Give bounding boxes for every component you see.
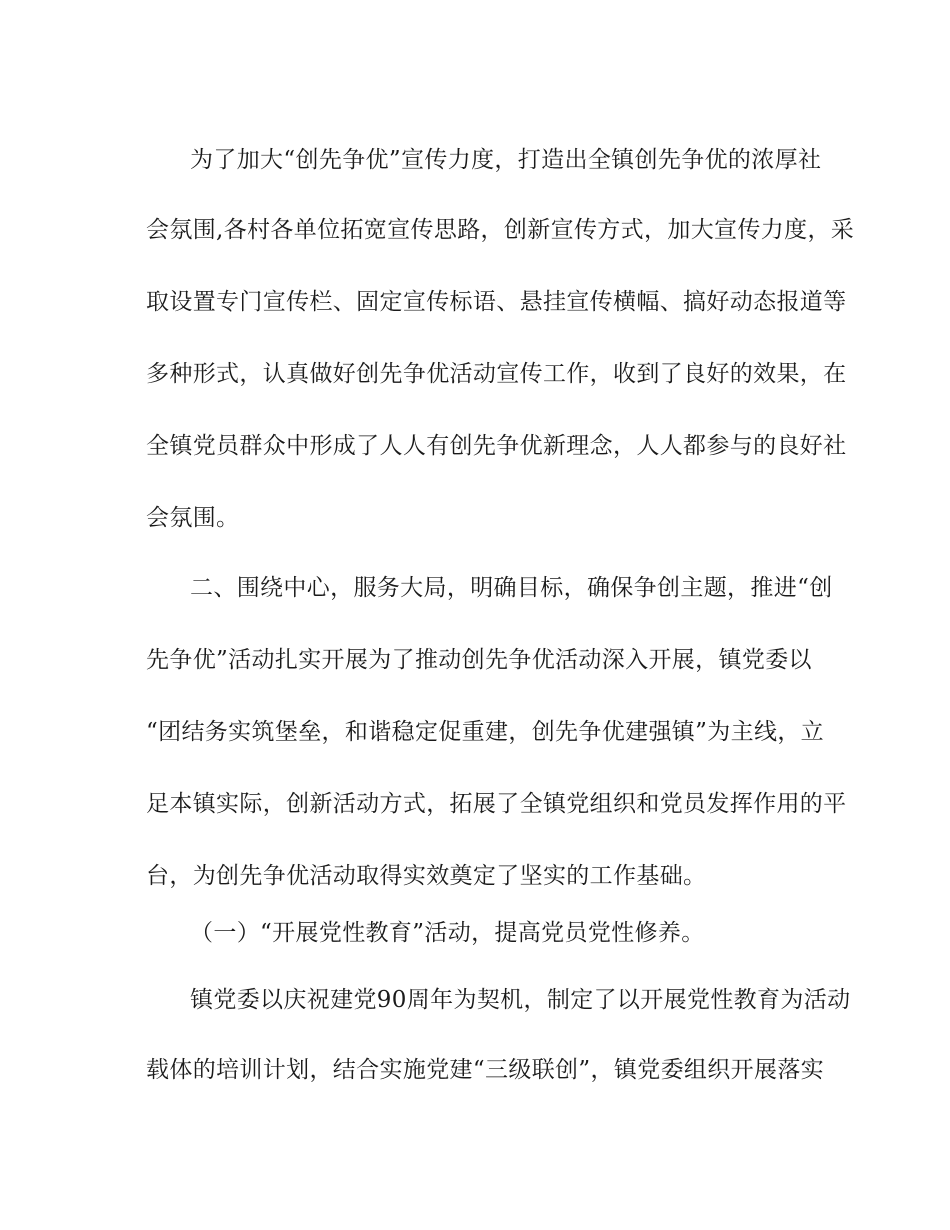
paragraph-1-line-1: 为了加大“创先争优”宣传力度，打造出全镇创先争优的浓厚社 — [190, 147, 822, 173]
section-2-line-3: “团结务实筑堡垒，和谐稳定促重建，创先争优建强镇”为主线，立 — [146, 719, 825, 745]
section-2-heading-line-1: 二、围绕中心，服务大局，明确目标，确保争创主题，推进“创 — [190, 575, 833, 601]
section-2-line-4: 足本镇实际，创新活动方式，拓展了全镇党组织和党员发挥作用的平 — [146, 791, 847, 817]
section-2-line-2: 先争优”活动扎实开展为了推动创先争优活动深入开展，镇党委以 — [146, 647, 812, 673]
paragraph-1-line-5: 全镇党员群众中形成了人人有创先争优新理念，人人都参与的良好社 — [146, 433, 847, 459]
paragraph-1-line-4: 多种形式，认真做好创先争优活动宣传工作，收到了良好的效果，在 — [146, 361, 847, 387]
paragraph-3-line-1: 镇党委以庆祝建党90周年为契机，制定了以开展党性教育为活动 — [190, 987, 851, 1013]
subsection-1-heading: （一）“开展党性教育”活动，提高党员党性修养。 — [190, 920, 705, 946]
paragraph-1-line-6: 会氛围。 — [146, 505, 240, 531]
section-2-line-5: 台，为创先争优活动取得实效奠定了坚实的工作基础。 — [146, 863, 707, 889]
paragraph-3-line-2: 载体的培训计划，结合实施党建“三级联创”，镇党委组织开展落实 — [146, 1057, 825, 1083]
paragraph-1-line-3: 取设置专门宣传栏、固定宣传标语、悬挂宣传横幅、搞好动态报道等 — [146, 289, 847, 315]
paragraph-1-line-2: 会氛围,各村各单位拓宽宣传思路，创新宣传方式，加大宣传力度，采 — [146, 217, 855, 243]
